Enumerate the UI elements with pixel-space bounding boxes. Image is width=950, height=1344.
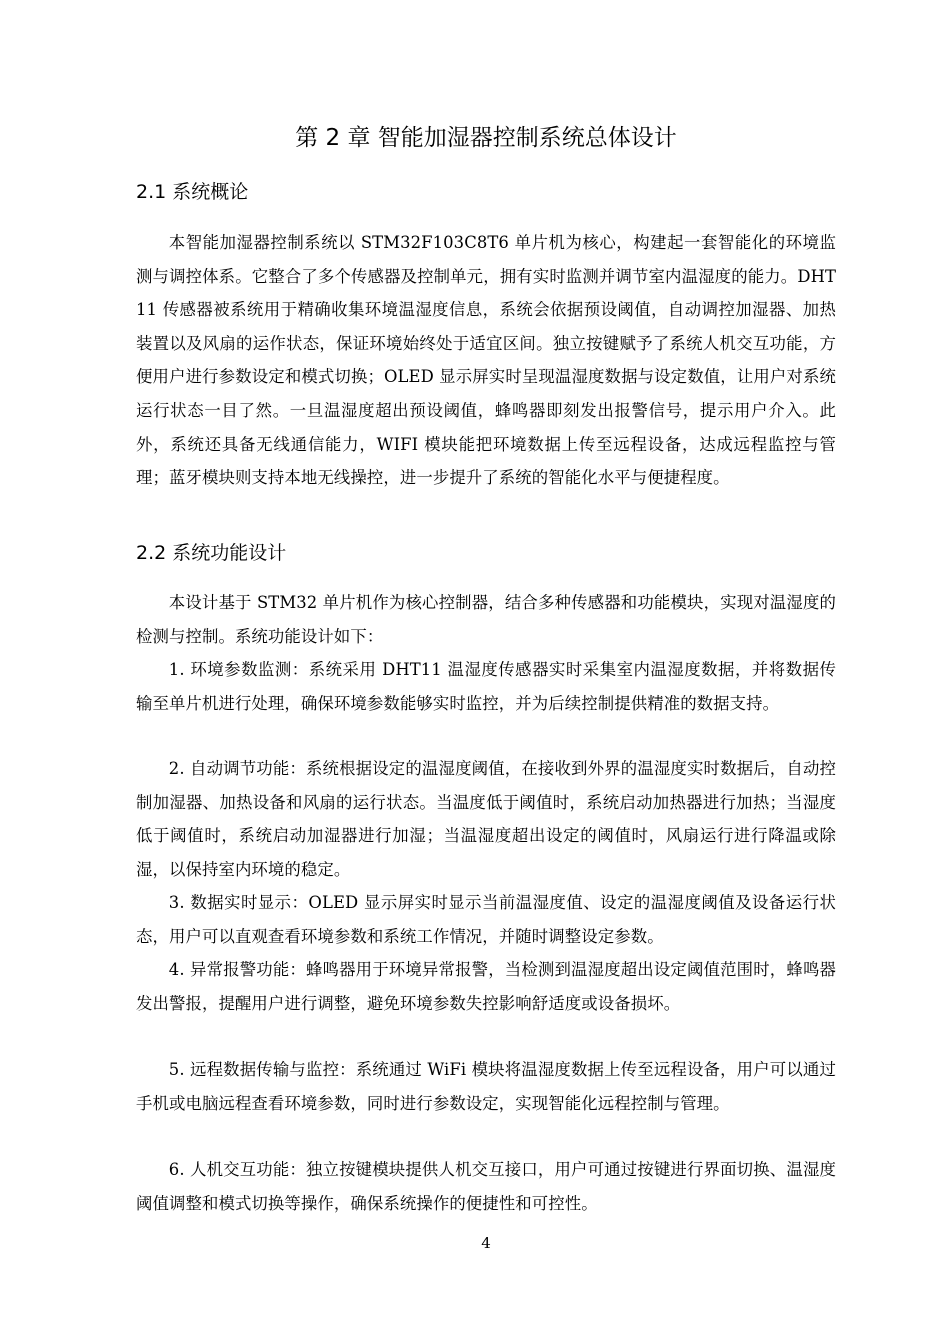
section-title-2-2: 2.2 系统功能设计 [136, 542, 287, 564]
function-item-3: 3. 数据实时显示：OLED 显示屏实时显示当前温湿度值、设定的温湿度阈值及设备运行状态，用户可以直观查看环境参数和系统工作情况，并随时调整设定参数。 [136, 893, 836, 946]
function-item-1: 1. 环境参数监测：系统采用 DHT11 温湿度传感器实时采集室内温湿度数据，并将数据传输至单片机进行处理，确保环境参数能够实时监控，并为后续控制提供精准的数据支持。 [136, 660, 836, 713]
document-page [136, 0, 836, 1344]
function-item-2: 2. 自动调节功能：系统根据设定的温湿度阈值，在接收到外界的温湿度实时数据后，自动控制加湿器、加热设备和风扇的运行状态。当温度低于阈值时，系统启动加热器进行加热；当湿度低于阈值时，系统启动加湿器进行加湿；当温湿度超出设定的阈值时，风扇运行进行降温或除湿，以保持室内环境的稳定。 [136, 759, 836, 879]
section-2-2-intro: 本设计基于 STM32 单片机作为核心控制器，结合多种传感器和功能模块，实现对温湿度的检测与控制。系统功能设计如下： [136, 593, 836, 646]
page-number: 4 [481, 1234, 491, 1252]
section-2-1-paragraph: 本智能加湿器控制系统以 STM32F103C8T6 单片机为核心，构建起一套智能化的环境监测与调控体系。它整合了多个传感器及控制单元，拥有实时监测并调节室内温湿度的能力。DHT11 传感器被系统用于精确收集环境温湿度信息，系统会依据预设阈值，自动调控加湿器、加热装置以及风扇的运作状态，保证环境始终处于适宜区间。独立按键赋予了系统人机交互功能，方便用户进行参数设定和模式切换；OLED 显示屏实时呈现温湿度数据与设定数值，让用户对系统运行状态一目了然。一旦温湿度超出预设阈值，蜂鸣器即刻发出报警信号，提示用户介入。此外，系统还具备无线通信能力，WIFI 模块能把环境数据上传至远程设备，达成远程监控与管理；蓝牙模块则支持本地无线操控，进一步提升了系统的智能化水平与便捷程度。 [136, 233, 836, 488]
section-title-2-1: 2.1 系统概论 [136, 181, 249, 203]
function-item-6: 6. 人机交互功能：独立按键模块提供人机交互接口，用户可通过按键进行界面切换、温湿度阈值调整和模式切换等操作，确保系统操作的便捷性和可控性。 [136, 1160, 836, 1213]
chapter-title: 第 2 章 智能加湿器控制系统总体设计 [295, 125, 677, 151]
function-item-5: 5. 远程数据传输与监控：系统通过 WiFi 模块将温湿度数据上传至远程设备，用户可以通过手机或电脑远程查看环境参数，同时进行参数设定，实现智能化远程控制与管理。 [136, 1060, 836, 1113]
function-item-4: 4. 异常报警功能：蜂鸣器用于环境异常报警，当检测到温湿度超出设定阈值范围时，蜂鸣器发出警报，提醒用户进行调整，避免环境参数失控影响舒适度或设备损坏。 [136, 960, 836, 1013]
